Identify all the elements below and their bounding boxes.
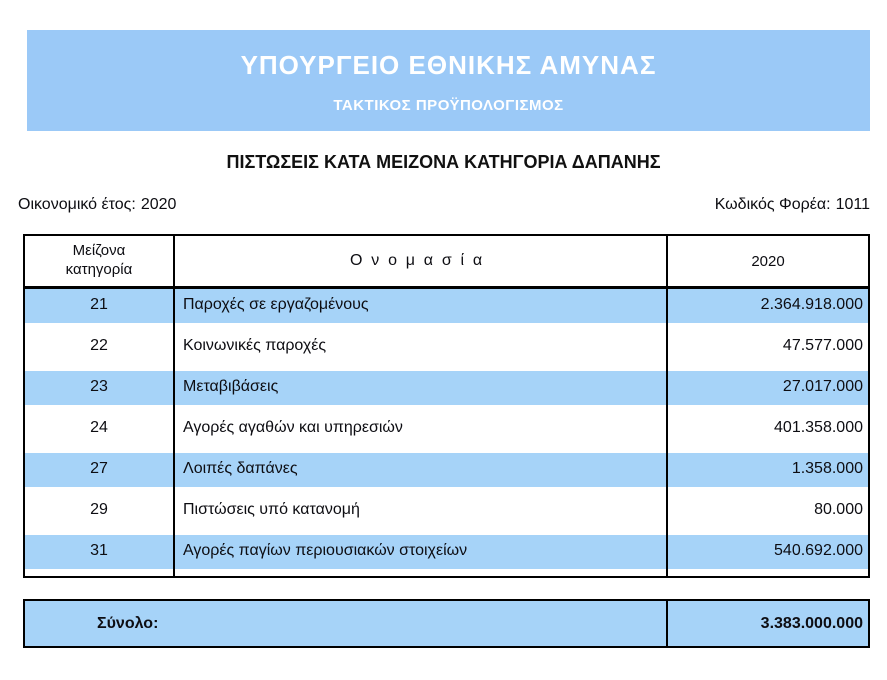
category-cell: 31: [25, 535, 175, 576]
table-row: [25, 289, 868, 330]
value-cell: 47.577.000: [782, 337, 863, 354]
value-cell: 1.358.000: [791, 460, 863, 477]
table-header-row: [25, 236, 868, 289]
fiscal-year-label: Οικονομικό έτος:: [18, 196, 136, 213]
table-row: [25, 453, 868, 494]
credits-table: [23, 234, 870, 578]
category-cell: 27: [25, 453, 175, 494]
category-cell: 21: [25, 289, 175, 330]
meta-row: [18, 196, 870, 214]
agency-code-value: 1011: [835, 196, 870, 213]
agency-code-label: Κωδικός Φορέα:: [714, 196, 831, 213]
fiscal-year-value: 2020: [140, 196, 177, 213]
value-cell: 27.017.000: [782, 378, 863, 395]
category-cell: 29: [25, 494, 175, 535]
table-row: [25, 371, 868, 412]
table-row: [25, 412, 868, 453]
name-cell: Κοινωνικές παροχές: [175, 330, 668, 371]
table-body: [25, 289, 868, 576]
table-row: [25, 535, 868, 576]
value-cell: 80.000: [814, 501, 863, 518]
page-title: ΠΙΣΤΩΣΕΙΣ ΚΑΤΑ ΜΕΙΖΟΝΑ ΚΑΤΗΓΟΡΙΑ ΔΑΠΑΝΗΣ: [226, 152, 661, 172]
total-value: 3.383.000.000: [760, 614, 863, 632]
total-row: [23, 599, 870, 648]
agency-code: [715, 196, 870, 214]
category-cell: 22: [25, 330, 175, 371]
value-cell: 401.358.000: [774, 419, 863, 436]
value-cell: 540.692.000: [774, 542, 863, 559]
category-cell: 23: [25, 371, 175, 412]
ministry-banner: [27, 30, 870, 131]
budget-type-subtitle: ΤΑΚΤΙΚΟΣ ΠΡΟΫΠΟΛΟΓΙΣΜΟΣ: [333, 97, 564, 114]
name-cell: Παροχές σε εργαζομένους: [175, 289, 668, 330]
fiscal-year: [18, 196, 176, 214]
total-label: Σύνολο:: [25, 601, 668, 646]
name-cell: Λοιπές δαπάνες: [175, 453, 668, 494]
name-cell: Πιστώσεις υπό κατανομή: [175, 494, 668, 535]
header-category: Μείζονα κατηγορία: [25, 236, 175, 286]
name-cell: Αγορές αγαθών και υπηρεσιών: [175, 412, 668, 453]
header-name: Ονομασία: [175, 236, 668, 286]
header-year: 2020: [751, 252, 785, 270]
table-row: [25, 494, 868, 535]
table-row: [25, 330, 868, 371]
name-cell: Αγορές παγίων περιουσιακών στοιχείων: [175, 535, 668, 576]
ministry-title: ΥΠΟΥΡΓΕΙΟ ΕΘΝΙΚΗΣ ΑΜΥΝΑΣ: [240, 50, 657, 80]
category-cell: 24: [25, 412, 175, 453]
name-cell: Μεταβιβάσεις: [175, 371, 668, 412]
value-cell: 2.364.918.000: [760, 296, 863, 313]
